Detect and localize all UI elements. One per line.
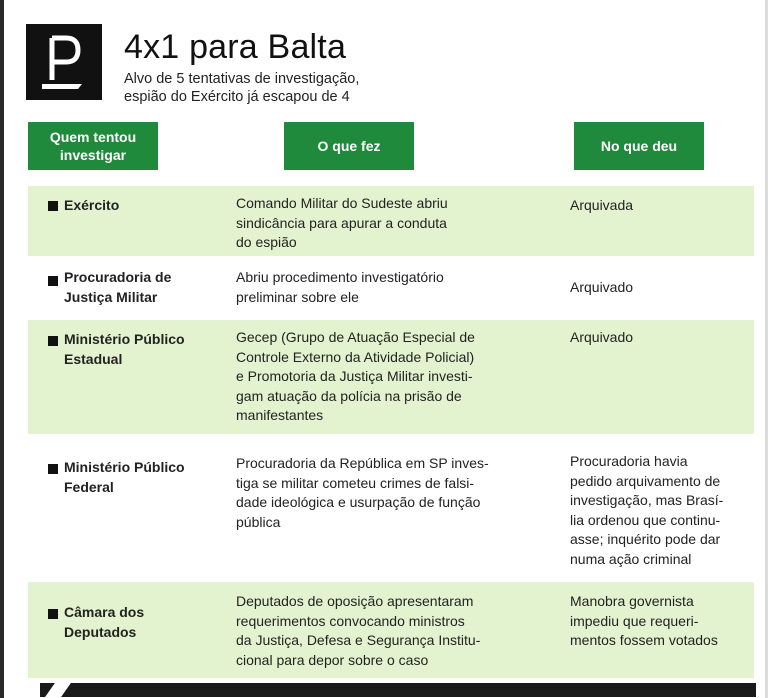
cell-line: impediu que requeri- <box>570 612 699 629</box>
cell-line: lia ordenou que continu- <box>570 511 721 528</box>
column-header-what: O que fez <box>284 122 414 170</box>
cell-line: Exército <box>64 197 120 213</box>
cell-line: Arquivado <box>570 329 634 345</box>
cell-result <box>570 196 750 216</box>
cell-line: Ministério Público <box>64 331 185 347</box>
infographic-title: 4x1 para Balta <box>124 28 347 66</box>
cell-line: gam atuação da polícia na prisão de <box>236 387 462 404</box>
cell-line: Deputados <box>64 623 137 640</box>
cell-what <box>236 328 536 426</box>
cell-line: mentos fossem votados <box>570 632 718 648</box>
cell-who <box>64 458 214 497</box>
subtitle-line: espião do Exército já escapou de 4 <box>124 89 350 105</box>
table-row <box>28 434 754 582</box>
cell-line: Arquivado <box>570 279 634 295</box>
cell-what <box>236 268 536 307</box>
cell-result <box>570 592 750 651</box>
cell-who <box>64 603 214 642</box>
cell-line: cional para depor sobre o caso <box>236 651 429 668</box>
cell-line: preliminar sobre ele <box>236 288 359 305</box>
table-row <box>28 256 754 320</box>
column-header-line: Quem tentou <box>49 129 137 145</box>
cell-what <box>236 592 536 670</box>
cell-line: Procuradoria havia <box>570 453 688 469</box>
square-bullet-icon <box>48 464 58 474</box>
cell-line: Comando Militar do Sudeste abriu <box>236 195 448 211</box>
cell-line: Arquivada <box>570 197 634 213</box>
cell-line: Federal <box>64 478 114 495</box>
cell-who <box>64 330 214 369</box>
cell-line: Procuradoria da República em SP inves- <box>236 455 489 471</box>
cell-line: Manobra governista <box>570 593 694 609</box>
cell-who <box>64 268 214 307</box>
cell-who <box>64 196 214 216</box>
cell-line: Controle Externo da Atividade Policial) <box>236 348 475 365</box>
cell-line: sindicância para apurar a conduta <box>236 214 447 231</box>
cell-line: Procuradoria de <box>64 269 172 285</box>
cell-what <box>236 194 536 253</box>
cell-line: dade ideológica e usurpação de função <box>236 494 481 510</box>
cell-line: pública <box>236 513 281 530</box>
square-bullet-icon <box>48 609 58 619</box>
subtitle-line: Alvo de 5 tentativas de investigação, <box>124 71 360 87</box>
cell-line: da Justiça, Defesa e Segurança Institu- <box>236 632 481 648</box>
cell-line: investigação, mas Brasí- <box>570 492 724 508</box>
square-bullet-icon <box>48 336 58 346</box>
cell-what <box>236 454 536 532</box>
cell-result <box>570 452 750 569</box>
cell-line: Justiça Militar <box>64 288 158 305</box>
cell-line: Estadual <box>64 350 123 367</box>
cell-line: Abriu procedimento investigatório <box>236 269 444 285</box>
cell-line: numa ação criminal <box>570 550 692 567</box>
cell-line: requerimentos convocando ministros <box>236 612 465 629</box>
footer-bar <box>40 683 756 697</box>
cell-line: Ministério Público <box>64 459 185 475</box>
cell-line: pedido arquivamento de <box>570 472 721 489</box>
cell-line: Câmara dos <box>64 604 145 620</box>
table-row <box>28 320 754 434</box>
cell-line: manifestantes <box>236 407 324 423</box>
cell-line: tiga se militar cometeu crimes de falsi- <box>236 474 475 491</box>
cell-result <box>570 328 750 348</box>
column-header-line: investigar <box>59 147 127 163</box>
p-letter-icon <box>26 24 102 100</box>
footer-stripe <box>45 683 71 697</box>
publisher-logo <box>26 24 102 100</box>
infographic-subtitle <box>124 70 544 106</box>
column-header-result: No que deu <box>574 122 704 170</box>
square-bullet-icon <box>48 276 58 286</box>
table-row <box>28 186 754 256</box>
square-bullet-icon <box>48 201 58 211</box>
cell-line: asse; inquérito pode dar <box>570 531 721 547</box>
cell-line: Deputados de oposição apresentaram <box>236 593 474 609</box>
cell-line: Gecep (Grupo de Atuação Especial de <box>236 329 475 345</box>
cell-line: e Promotoria da Justiça Militar investi- <box>236 368 473 384</box>
column-header-who <box>28 122 158 170</box>
table-row <box>28 582 754 678</box>
cell-result <box>570 278 750 298</box>
cell-line: do espião <box>236 234 297 250</box>
